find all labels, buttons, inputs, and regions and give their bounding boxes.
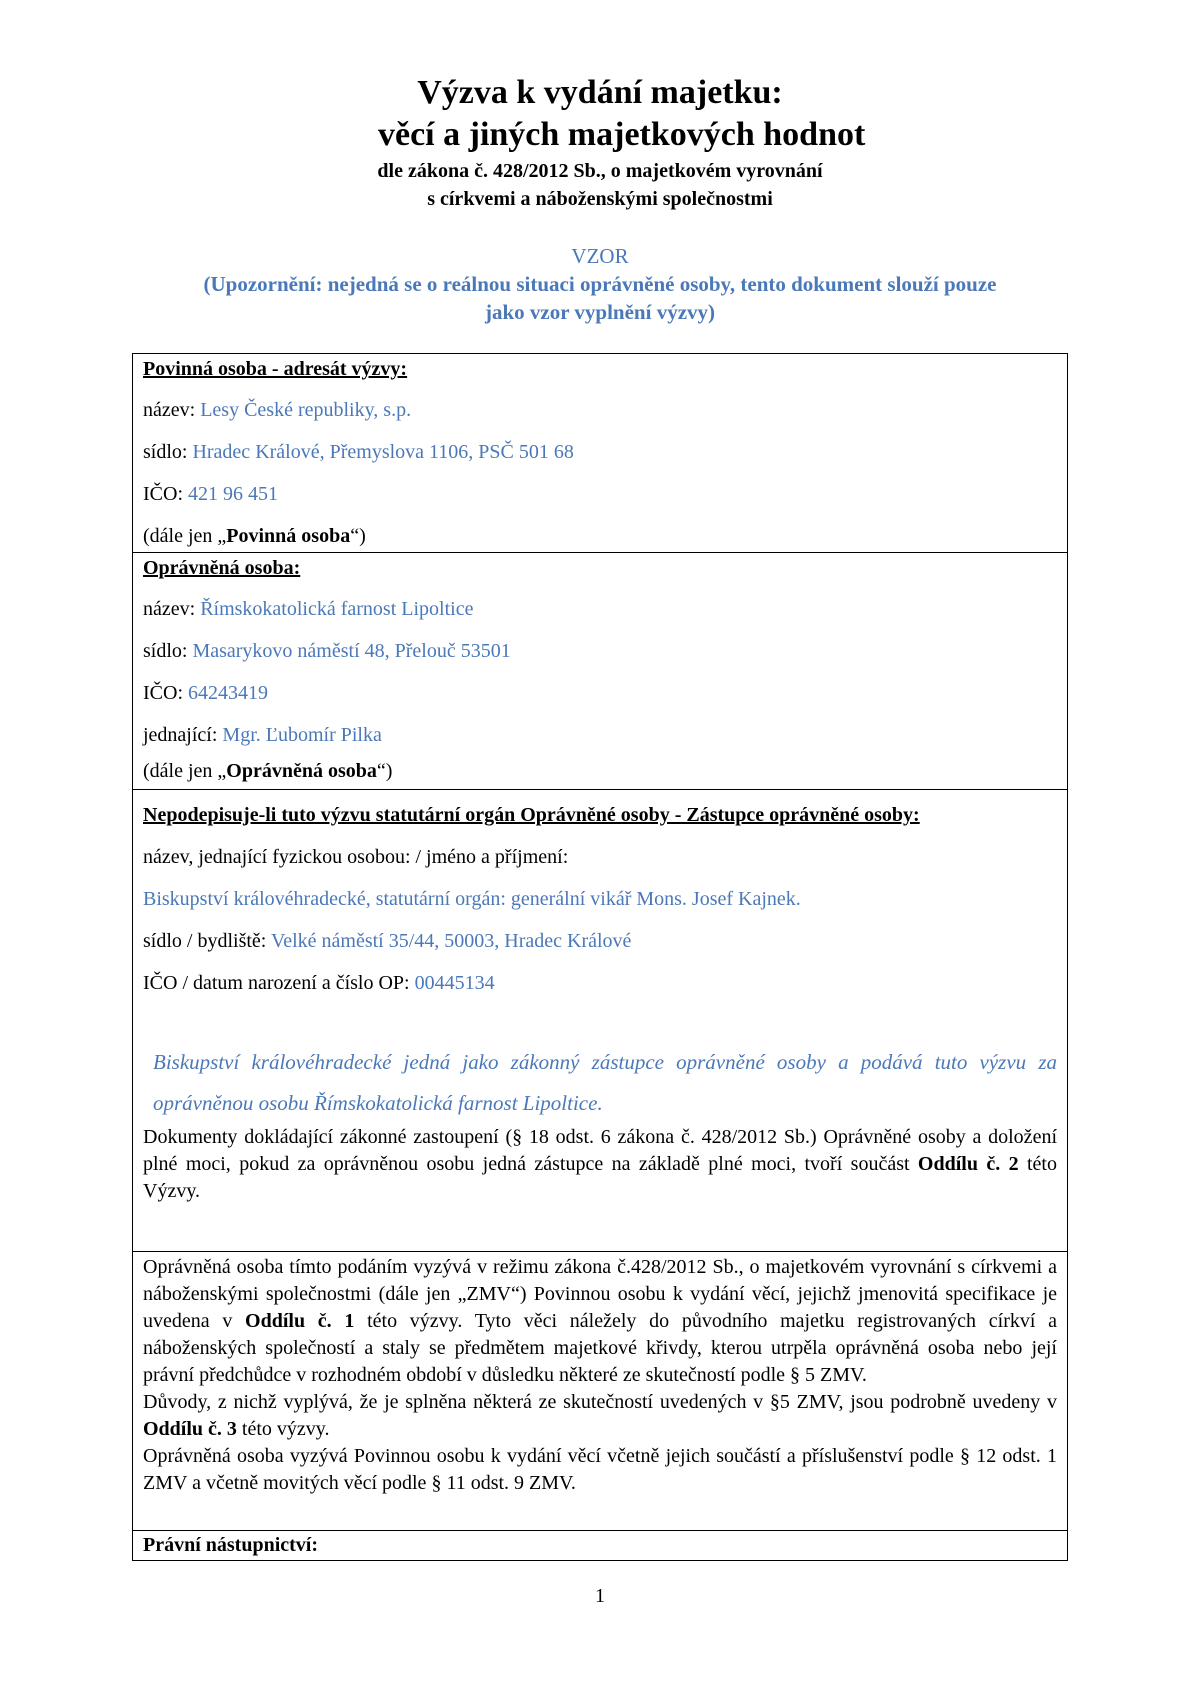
entitled-party-heading: Oprávněná osoba: [143,557,301,579]
form-table [132,353,1068,1561]
spacer [143,1004,1057,1042]
succession-section [133,1530,1067,1560]
entitled-name-row [143,588,1057,630]
representative-name-value: Biskupství královéhradecké, statutární orgán: generální vikář Mons. Josef Kajnek. [143,888,801,910]
representative-seat-value: Velké náměstí 35/44, 50003, Hradec Králové [270,930,632,952]
obligated-ref-term: Povinná osoba [226,525,351,547]
succession-heading: Právní nástupnictví: [143,1534,319,1556]
documents-note-section-ref: Oddílu č. 2 [917,1153,1019,1175]
request-paragraph-3: Oprávněná osoba vyzývá Povinnou osobu k vydání věcí včetně jejich součástí a příslušenství podle § 12 odst. 1 ZMV a včetně movitých věcí podle § 11 odst. 9 ZMV. [143,1445,1057,1494]
document-subtitle-line1: dle zákona č. 428/2012 Sb., o majetkovém vyrovnání [377,160,823,182]
request-paragraph-1 [143,1254,1057,1389]
representative-seat-label: sídlo / bydliště: [143,930,271,952]
entitled-acting-value: Mgr. Ľubomír Pilka [222,724,382,746]
obligated-seat-value: Hradec Králové, Přemyslova 1106, PSČ 501 68 [192,441,574,463]
obligated-name-label: název: [143,399,201,421]
request-p2-text: Důvody, z nichž vyplývá, že je splněna některá ze skutečností uvedených v §5 ZMV, jsou podrobně uvedeny v [143,1391,1057,1413]
representative-name-label: název, jednající fyzickou osobou: / jméno a příjmení: [143,846,569,868]
entitled-seat-label: sídlo: [143,640,193,662]
request-p1-text-end: této výzvy. Tyto věci náležely do původního majetku registrovaných církví a náboženských společností a staly se předmětem majetkové křivdy, kterou utrpěla oprávněná osoba nebo její právní předchůdce v rozhodném období v důsledku některé ze skutečností podle § 5 ZMV. [143,1310,1057,1386]
request-p1-text: Oprávněná osoba tímto podáním vyzývá v režimu zákona č.428/2012 Sb., o majetkovém vyrovnání s církvemi a náboženskými společnostmi (dále jen „ZMV“) Povinnou osobu k vydání věcí, jejichž jmenovitá specifikace je uvedena v [143,1256,1057,1332]
documents-note-text: Dokumenty dokládající zákonné zastoupení (§ 18 odst. 6 zákona č. 428/2012 Sb.) Oprávněné osoby a doložení plné moci, pokud za oprávněnou osobu jedná zástupce na základě plné moci, tvoří součást [143,1126,1057,1175]
obligated-reference [143,515,1057,557]
entitled-acting-label: jednající: [143,724,223,746]
request-paragraph-2 [143,1389,1057,1443]
entitled-seat-row [143,630,1057,672]
obligated-id-label: IČO: [143,483,188,505]
sample-notice-line1: (Upozornění: nejedná se o reálnou situaci oprávněné osoby, tento dokument slouží pouze [203,272,997,296]
obligated-party-heading: Povinná osoba - adresát výzvy: [143,358,408,380]
entitled-reference [143,756,1057,786]
obligated-id-row [143,473,1057,515]
representative-heading: Nepodepisuje-li tuto výzvu statutární orgán Oprávněné osoby - Zástupce oprávněné osoby: [143,804,920,826]
request-p2-text-end: této výzvy. [236,1418,330,1440]
entitled-seat-value: Masarykovo náměstí 48, Přelouč 53501 [192,640,511,662]
document-title-line2: věcí a jiných majetkových hodnot [378,116,866,153]
entitled-ref-term: Oprávněná osoba [226,760,377,782]
entitled-name-value: Římskokatolická farnost Lipoltice [200,598,474,620]
entitled-acting-row [143,714,1057,756]
document-subtitle-line2: s církvemi a náboženskými společnostmi [427,188,773,210]
request-section [133,1251,1067,1530]
representative-documents-note [143,1124,1057,1205]
entitled-id-label: IČO: [143,682,188,704]
representative-id-row [143,962,1057,1004]
representative-statement: Biskupství královéhradecké jedná jako zákonný zástupce oprávněné osoby a podává tuto výzvu za oprávněnou osobu Římskokatolická farnost Lipoltice. [153,1050,1057,1115]
entitled-ref-suffix: “) [376,760,393,782]
obligated-name-value: Lesy České republiky, s.p. [200,399,412,421]
documents-note-suffix: této Výzvy. [143,1153,1057,1202]
request-p2-section-ref: Oddílu č. 3 [143,1418,237,1440]
obligated-seat-row [143,431,1057,473]
entitled-id-value: 64243419 [188,682,268,704]
obligated-ref-prefix: (dále jen „ [143,525,227,547]
representative-id-label: IČO / datum narození a číslo OP: [143,972,415,994]
obligated-party-section [133,354,1067,552]
entitled-name-label: název: [143,598,201,620]
entitled-id-row [143,672,1057,714]
obligated-ref-suffix: “) [350,525,366,547]
entitled-ref-prefix: (dále jen „ [143,760,227,782]
representative-section [133,789,1067,1251]
obligated-seat-label: sídlo: [143,441,193,463]
obligated-name-row [143,389,1057,431]
request-p1-section-ref: Oddílu č. 1 [245,1310,355,1332]
entitled-party-section [133,552,1067,789]
document-title-line1: Výzva k vydání majetku: [417,74,783,111]
sample-notice-line2: jako vzor vyplnění výzvy) [484,300,716,324]
obligated-id-value: 421 96 451 [188,483,278,505]
sample-label: VZOR [571,244,629,268]
representative-id-value: 00445134 [414,972,495,994]
page-number: 1 [595,1585,605,1607]
representative-seat-row [143,920,1057,962]
